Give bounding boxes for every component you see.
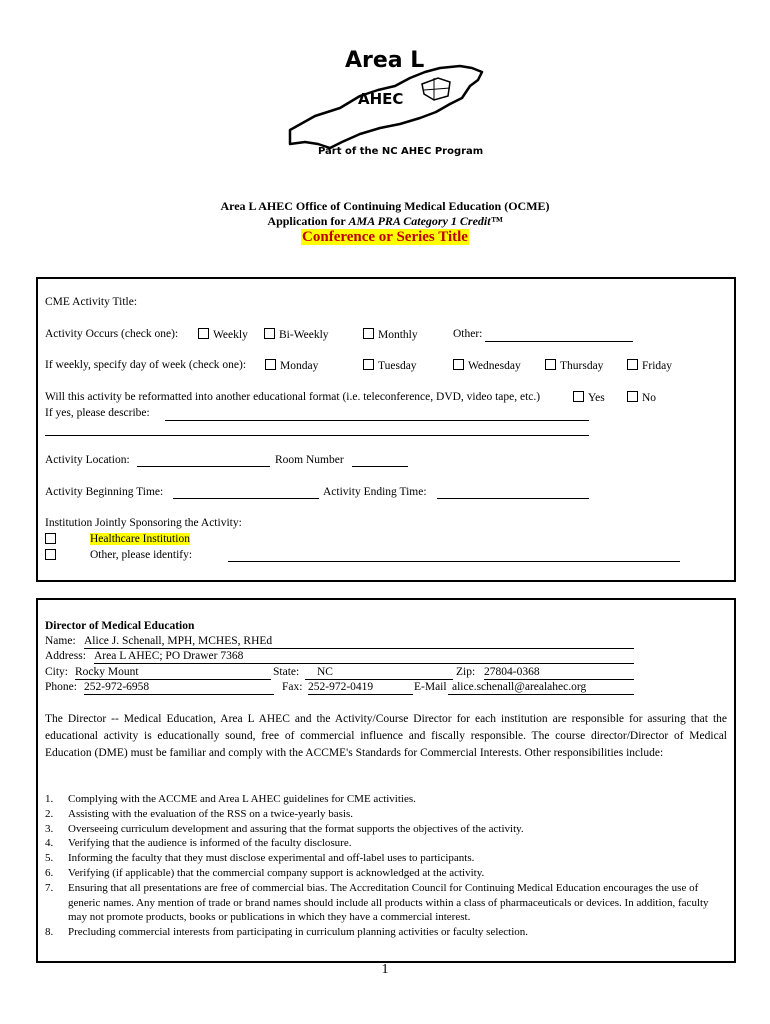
- director-fax-label: Fax:: [282, 681, 303, 693]
- biweekly-checkbox[interactable]: Bi-Weekly: [264, 328, 329, 341]
- cme-title-label: CME Activity Title:: [45, 296, 138, 308]
- list-item: 6. Verifying (if applicable) that the commercial company support is acknowledged at the activity.: [45, 866, 485, 879]
- director-name-line: [84, 648, 634, 649]
- area-l-ahec-logo: [260, 38, 510, 168]
- list-item: 7. Ensuring that all presentations are free of commercial bias. The Accreditation Council for Continuing Medical Education encourages the use of generic names. Any mention of trade or brand names should include all products within a class of pharmaceuticals or devices. In addition, faculty may not promote products, books or publications in which they have a commercial interest.: [45, 881, 709, 924]
- other-institution-label: Other, please identify:: [90, 549, 193, 561]
- logo-title: Area L: [345, 48, 425, 73]
- director-name-value: Alice J. Schenall, MPH, MCHES, RHEd: [84, 635, 273, 647]
- healthcare-institution-label: Healthcare Institution: [90, 533, 190, 545]
- director-zip-label: Zip:: [456, 666, 476, 678]
- other-institution-field[interactable]: [228, 561, 680, 562]
- list-item: 4. Verifying that the audience is informed of the faculty disclosure.: [45, 837, 352, 850]
- monthly-checkbox[interactable]: Monthly: [363, 328, 418, 341]
- director-address-value: Area L AHEC; PO Drawer 7368: [94, 650, 244, 662]
- list-item: 2. Assisting with the evaluation of the RSS on a twice-yearly basis.: [45, 807, 354, 820]
- logo-tagline: Part of the NC AHEC Program: [318, 146, 484, 157]
- director-email-line: [448, 694, 634, 695]
- tuesday-checkbox[interactable]: Tuesday: [363, 359, 417, 372]
- thursday-checkbox[interactable]: Thursday: [545, 359, 603, 372]
- director-zip-line: [484, 679, 634, 680]
- friday-checkbox[interactable]: Friday: [627, 359, 672, 372]
- application-title: Application for AMA PRA Category 1 Credit™: [267, 214, 503, 228]
- list-item: 8. Precluding commercial interests from participating in curriculum planning activities or faculty selection.: [45, 926, 529, 939]
- office-title: Area L AHEC Office of Continuing Medical Education (OCME): [220, 199, 550, 213]
- location-label: Activity Location:: [45, 454, 130, 466]
- room-label: Room Number: [275, 454, 344, 466]
- director-phone-label: Phone:: [45, 681, 77, 693]
- director-phone-line: [84, 694, 274, 695]
- wednesday-checkbox[interactable]: Wednesday: [453, 359, 521, 372]
- end-time-label: Activity Ending Time:: [323, 486, 427, 498]
- monday-checkbox[interactable]: Monday: [265, 359, 318, 372]
- responsibility-paragraph: The Director -- Medical Education, Area L AHEC and the Activity/Course Director for each institution are responsible for assuring that the educational activity is educationally sound, free of commercial influence and fiscally responsible. The course director/Director of Medical Education (DME) must be familiar and comply with the ACCME's Standards for Commercial Interests. Other responsibilities include:: [45, 713, 727, 759]
- director-city-value: Rocky Mount: [75, 666, 139, 678]
- describe-field[interactable]: [165, 420, 589, 421]
- director-fax-value: 252-972-0419: [308, 681, 374, 693]
- director-heading: Director of Medical Education: [45, 620, 195, 632]
- begin-time-field[interactable]: [173, 498, 319, 499]
- list-item: 1. Complying with the ACCME and Area L AHEC guidelines for CME activities.: [45, 793, 416, 805]
- list-item: 3. Overseeing curriculum development and assuring that the format supports the objectives of the activity.: [45, 822, 524, 835]
- director-state-value: NC: [317, 666, 333, 678]
- director-address-label: Address:: [45, 650, 86, 662]
- director-zip-value: 27804-0368: [484, 666, 540, 678]
- other-field[interactable]: [485, 341, 633, 342]
- director-name-label: Name:: [45, 635, 76, 647]
- healthcare-institution-checkbox[interactable]: [45, 533, 60, 546]
- director-address-line: [94, 663, 634, 664]
- page-number: 1: [381, 962, 389, 977]
- director-fax-line: [308, 694, 413, 695]
- director-state-line: [305, 679, 453, 680]
- director-city-label: City:: [45, 666, 69, 678]
- reformat-yes-checkbox[interactable]: Yes: [573, 391, 605, 404]
- director-email-value: alice.schenall@arealahec.org: [452, 681, 587, 693]
- sponsor-label: Institution Jointly Sponsoring the Activity:: [45, 517, 242, 529]
- other-label: Other:: [453, 328, 483, 340]
- occurs-label: Activity Occurs (check one):: [45, 328, 179, 340]
- reformat-no-checkbox[interactable]: No: [627, 391, 656, 404]
- end-time-field[interactable]: [437, 498, 589, 499]
- location-field[interactable]: [137, 466, 270, 467]
- weekday-label: If weekly, specify day of week (check one):: [45, 359, 247, 371]
- director-phone-value: 252-972-6958: [84, 681, 150, 693]
- director-city-line: [75, 679, 271, 680]
- responsibilities-list: [45, 792, 725, 940]
- begin-time-label: Activity Beginning Time:: [45, 486, 164, 498]
- describe-field-line2[interactable]: [45, 435, 589, 436]
- other-institution-checkbox[interactable]: [45, 549, 60, 562]
- director-email-label: E-Mail: [414, 681, 447, 693]
- director-state-label: State:: [273, 666, 300, 678]
- describe-label: If yes, please describe:: [45, 407, 150, 419]
- reformat-question: Will this activity be reformatted into another educational format (i.e. teleconference, DVD, video tape, etc.): [45, 391, 541, 403]
- room-field[interactable]: [352, 466, 408, 467]
- conference-title: Conference or Series Title: [302, 229, 468, 245]
- list-item: 5. Informing the faculty that they must disclose experimental and off-label uses to participants.: [45, 852, 475, 865]
- logo-subtitle: AHEC: [358, 90, 404, 108]
- weekly-checkbox[interactable]: Weekly: [198, 328, 248, 341]
